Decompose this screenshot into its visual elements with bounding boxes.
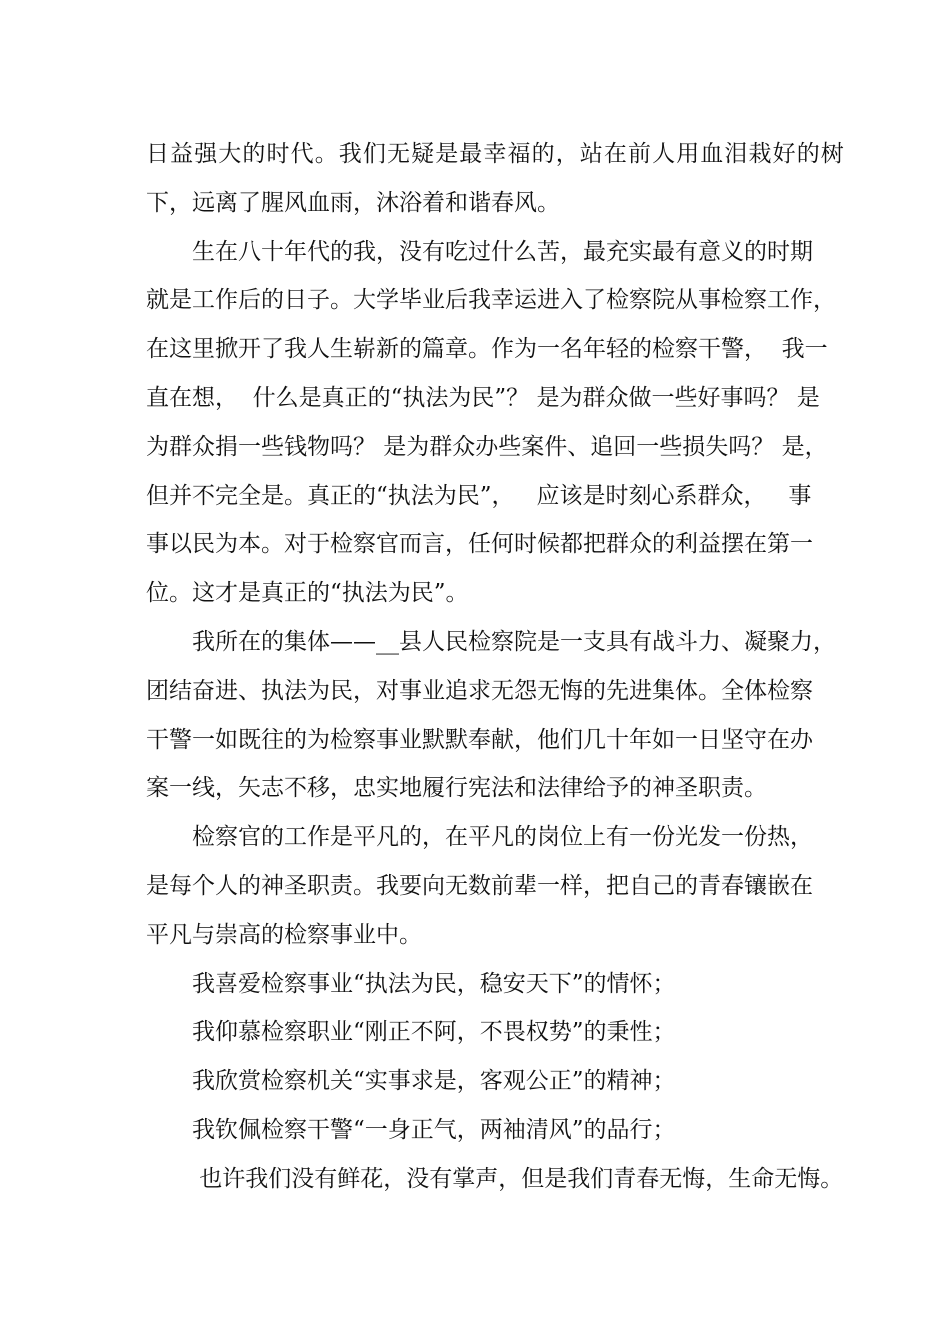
text-line: 事以民为本。对于检察官而言，任何时候都把群众的利益摆在第一 [146, 531, 813, 558]
paragraph-start-line: 我所在的集体——__县人民检察院是一支具有战斗力、凝聚力， [192, 628, 836, 655]
verse-line: 我欣赏检察机关“实事求是，客观公正”的精神； [192, 1068, 676, 1095]
text-line: 下，远离了腥风血雨，沐浴着和谐春风。 [146, 189, 560, 216]
text-line: 直在想， 什么是真正的“执法为民”？ 是为群众做一些好事吗？ 是 [146, 384, 820, 411]
paragraph-start-line: 检察官的工作是平凡的，在平凡的岗位上有一份光发一份热， [192, 824, 813, 851]
text-line: 团结奋进、执法为民，对事业追求无怨无悔的先进集体。全体检察 [146, 677, 813, 704]
text-line: 平凡与崇高的检察事业中。 [146, 921, 422, 948]
text-line: 日益强大的时代。我们无疑是最幸福的，站在前人用血泪栽好的树 [146, 141, 845, 167]
text-line: 就是工作后的日子。大学毕业后我幸运进入了检察院从事检察工作， [146, 287, 836, 314]
text-line: 是每个人的神圣职责。我要向无数前辈一样，把自己的青春镶嵌在 [146, 872, 813, 899]
verse-line: 我仰慕检察职业“刚正不阿，不畏权势”的秉性； [192, 1019, 676, 1046]
text-line: 案一线，矢志不移，忠实地履行宪法和法律给予的神圣职责。 [146, 775, 767, 802]
closing-line: 也许我们没有鲜花，没有掌声，但是我们青春无悔，生命无悔。 [192, 1165, 844, 1192]
document-body [146, 130, 845, 1204]
text-line: 在这里掀开了我人生崭新的篇章。作为一名年轻的检察干警， 我一 [146, 336, 828, 363]
verse-line: 我钦佩检察干警“一身正气，两袖清风”的品行； [192, 1116, 676, 1143]
verse-line: 我喜爱检察事业“执法为民，稳安天下”的情怀； [192, 970, 676, 997]
paragraph-start-line: 生在八十年代的我，没有吃过什么苦，最充实最有意义的时期 [192, 238, 813, 265]
text-line: 位。这才是真正的“执法为民”。 [146, 580, 469, 607]
text-line: 但并不完全是。真正的“执法为民”， 应该是时刻心系群众， 事 [146, 482, 812, 509]
text-line: 为群众捐一些钱物吗？ 是为群众办些案件、追回一些损失吗？ 是， [146, 433, 828, 460]
text-line: 干警一如既往的为检察事业默默奉献，他们几十年如一日坚守在办 [146, 726, 813, 753]
